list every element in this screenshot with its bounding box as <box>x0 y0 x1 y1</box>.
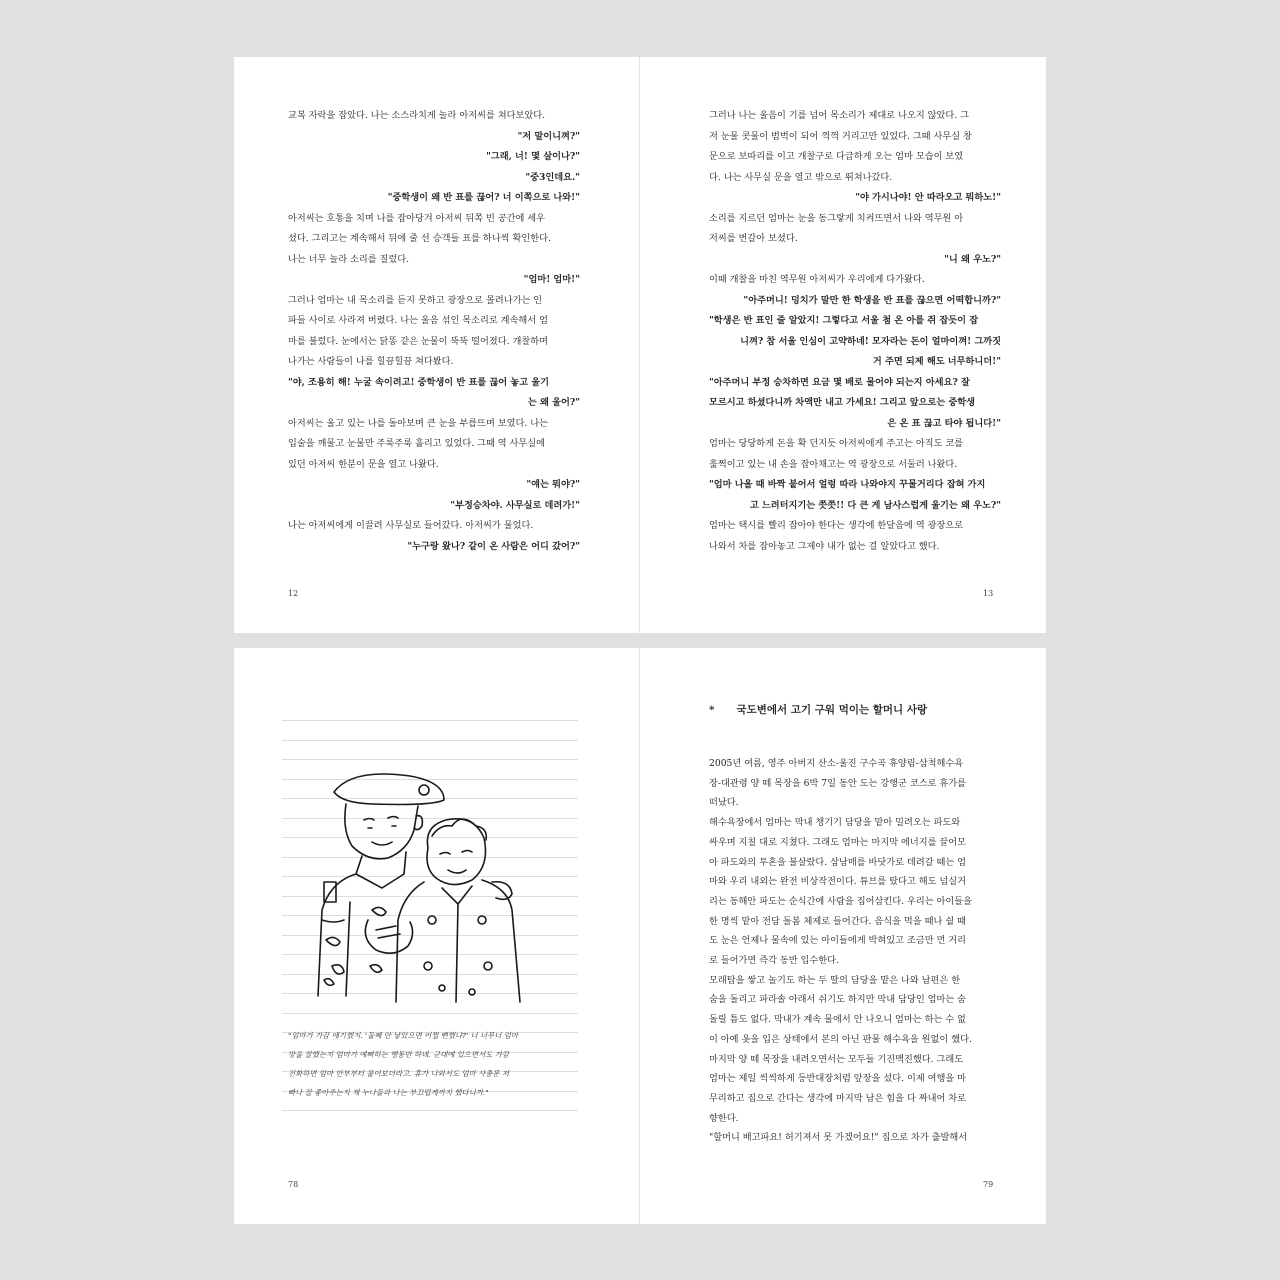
page-78 <box>234 648 639 1224</box>
text-line: 도 눈은 언제나 물속에 있는 아이들에게 박혀있고 조금만 먼 거리 <box>709 935 967 947</box>
heading-text: 국도변에서 고기 구워 먹이는 할머니 사랑 <box>736 704 928 716</box>
text-line: 2005년 여름, 영주 아버지 산소-울진 구수곡 휴양림-삼척해수욕 <box>709 758 964 769</box>
text-line: 소리를 지르던 엄마는 눈을 동그랗게 치켜뜨면서 나와 역무원 아 <box>709 212 964 224</box>
text-line: "저 말이니껴?" <box>517 130 580 142</box>
text-line: "중3인데요." <box>525 171 580 183</box>
text-line: "야 가시나야! 안 따라오고 뭐하노!" <box>855 192 1001 203</box>
text-line: "얘는 뭐야?" <box>526 479 580 490</box>
text-line: "엄마! 엄마!" <box>523 274 580 285</box>
page-number: 13 <box>983 589 994 598</box>
text-line: "중학생이 왜 반 표를 끊어? 너 이쪽으로 나와!" <box>387 192 580 203</box>
page-number: 79 <box>983 1180 994 1189</box>
text-line: 한 명씩 맡아 전담 돌봄 체제로 들어간다. 음식을 먹을 때나 쉴 때 <box>709 915 966 927</box>
text-line: 다. 나는 사무실 문을 열고 밖으로 뛰쳐나갔다. <box>709 171 893 183</box>
spread-pages-78-79 <box>234 648 1046 1224</box>
text-line: 떠났다. <box>709 797 739 809</box>
text-line: 있던 아저씨 한분이 문을 열고 나왔다. <box>288 458 439 470</box>
text-line: "할머니 배고파요! 허기져서 못 가겠어요!" 집으로 차가 출발해서 <box>709 1132 968 1144</box>
text-line: 저씨를 번갈아 보셨다. <box>709 233 798 244</box>
text-line: 저 눈물 콧물이 범벅이 되어 꺽꺽 거리고만 있었다. 그때 사무실 창 <box>709 130 972 142</box>
text-line: 나는 아저씨에게 이끌려 사무실로 들어갔다. 아저씨가 물었다. <box>288 520 534 531</box>
text-line: 나와서 차를 잡아놓고 그제야 내가 없는 걸 알았다고 했다. <box>709 540 940 552</box>
text-line: 아저씨는 호통을 치며 나를 잡아당겨 아저씨 뒤쪽 빈 공간에 세우 <box>288 212 546 224</box>
text-line: 아저씨는 울고 있는 나를 돌아보며 큰 눈을 부릅뜨며 보였다. 나는 <box>288 417 548 429</box>
text-line: 엄마는 당당하게 돈을 확 던지듯 아저씨에게 주고는 아직도 코를 <box>709 438 964 449</box>
text-line: 나가는 사람들이 나를 힐끔힐끔 쳐다봤다. <box>288 356 454 367</box>
text-line: "아주머니 부정 승차하면 요금 몇 배로 물어야 되는지 아세요? 잘 <box>709 376 970 388</box>
text-line: "니 왜 우노?" <box>944 253 1001 265</box>
text-line: "엄마 나올 때 바짝 붙어서 얼렁 따라 나와야지 꾸물거리다 잡혀 가지 <box>709 479 986 490</box>
text-line: 로 들어가면 즉각 동반 입수한다. <box>709 955 839 966</box>
page-number: 78 <box>288 1180 299 1189</box>
text-line: 장-대관령 양 떼 목장을 6박 7일 동안 도는 강행군 코스로 휴가를 <box>709 777 967 789</box>
text-line: 은 온 표 끊고 타야 됩니다!" <box>887 417 1001 429</box>
handwritten-caption <box>288 1026 584 1102</box>
page-13 <box>641 57 1046 633</box>
text-line: 파들 사이로 사라져 버렸다. 나는 울음 섞인 목소리로 계속해서 엄 <box>288 315 548 326</box>
text-line: 돌릴 틈도 없다. 막내가 계속 물에서 안 나오니 엄마는 하는 수 없 <box>709 1014 966 1026</box>
caption-line: 빠나 잘 좋아주는지 제 누나들과 나는 부끄럽게까지 했다니까." <box>288 1088 489 1097</box>
text-line: 마지막 양 떼 목장을 내려오면서는 모두들 기진맥진했다. 그래도 <box>709 1053 964 1065</box>
ruled-line <box>282 740 578 741</box>
text-line: "야, 조용히 해! 누굴 속이려고! 중학생이 반 표를 끊어 놓고 울기 <box>288 376 550 388</box>
text-line: 고 느려터지기는 쯧쯧!! 다 큰 게 남사스럽게 울기는 왜 우노?" <box>749 499 1001 511</box>
caption-line: 전화하면 엄마 안부부터 물어보더라고. 휴가 나와서도 엄마 사충문 저 <box>288 1069 510 1078</box>
text-line: 엄마는 제일 씩씩하게 등반대장처럼 앞장을 섰다. 이제 여행을 마 <box>709 1073 967 1085</box>
text-line: "그래, 너! 몇 살이나?" <box>486 151 580 162</box>
page-12 <box>234 57 639 633</box>
ruled-line <box>282 720 578 721</box>
text-line: 문으로 보따리를 이고 개찰구로 다급하게 오는 엄마 모습이 보였 <box>709 151 964 162</box>
gutter <box>639 648 640 1224</box>
text-line: 마와 우리 내외는 완전 비상작전이다. 튜브를 탔다고 해도 넘실거 <box>709 876 967 888</box>
text-line: "학생은 반 표인 줄 알았지! 그렇다고 서울 첨 온 아를 쥐 잡듯이 잡 <box>709 315 979 326</box>
section-heading <box>709 702 927 717</box>
text-line: 싸우며 지칠 대로 지쳤다. 그래도 엄마는 마지막 에너지를 끌어모 <box>709 836 967 848</box>
text-line: 마를 불렀다. 눈에서는 닭똥 같은 눈물이 뚝뚝 떨어졌다. 개찰하며 <box>288 335 548 347</box>
heading-bullet: * <box>709 704 715 716</box>
text-line: 향한다. <box>709 1112 739 1124</box>
text-line: 엄마는 택시를 빨리 잡아야 한다는 생각에 한달음에 역 광장으로 <box>709 520 964 531</box>
text-line: "아주머니! 덩치가 말만 한 학생을 반 표를 끊으면 어떡합니까?" <box>743 294 1001 306</box>
text-line: 이 아예 옷을 입은 상태에서 본의 아닌 판물 해수욕을 원없이 했다. <box>709 1033 972 1045</box>
text-line: 이때 개찰을 마친 역무원 아저씨가 우리에게 다가왔다. <box>709 274 925 285</box>
text-line: "누구랑 왔나? 같이 온 사람은 어디 갔어?" <box>407 540 580 552</box>
text-line: 모래탑을 쌓고 놀기도 하는 두 딸의 담당을 맡은 나와 남편은 한 <box>709 974 961 986</box>
ruled-line <box>282 759 578 760</box>
text-line: 훌쩍이고 있는 내 손을 잡아채고는 역 광장으로 서둘러 나왔다. <box>709 458 958 470</box>
caption-line: 방을 잘했는지 엄마가 예뻐하는 행동만 하네. 군대에 있으면서도 가끔 <box>288 1050 510 1059</box>
text-line: 그러나 엄마는 내 목소리를 듣지 못하고 광장으로 몰려나가는 인 <box>288 294 543 306</box>
text-line: 는 왜 울어?" <box>527 397 580 408</box>
text-line: 거 주면 되제 해도 너무하니더!" <box>872 356 1001 367</box>
page-number: 12 <box>288 589 299 598</box>
text-line: 그러나 나는 울음이 기를 넘어 목소리가 제대로 나오지 않았다. 그 <box>709 110 969 121</box>
text-line: 아 파도와의 투혼을 불살랐다. 삼남매를 바닷가로 데려갈 때는 엄 <box>709 856 967 868</box>
text-line: 나는 너무 놀라 소리를 질렀다. <box>288 253 410 265</box>
text-line: 리는 동해안 파도는 순식간에 사람을 집어삼킨다. 우리는 아이들을 <box>709 895 972 907</box>
text-line: 무리하고 집으로 간다는 생각에 마지막 남은 힘을 다 짜내어 차로 <box>709 1092 967 1104</box>
ruled-line <box>282 1110 578 1111</box>
gutter <box>639 57 640 633</box>
ruled-line <box>282 1013 578 1014</box>
text-line: 숨을 돌리고 파라솔 아래서 쉬기도 하지만 막내 담당인 엄마는 숨 <box>709 994 967 1006</box>
text-line: 모르시고 하셨다니까 차액만 내고 가세요! 그리고 앞으로는 중학생 <box>709 397 976 408</box>
caption-line: "엄마가 가끔 얘기했지. '둘째 안 낳았으면 어쩔 뻔했냐?' 너 너무너 엄마 <box>288 1031 518 1040</box>
spread-pages-12-13 <box>234 57 1046 633</box>
text-line: "부정승차야. 사무실로 데려가!" <box>450 499 580 511</box>
text-line: 니껴? 참 서울 인심이 고약하네! 모자라는 돈이 얼마이껴! 그까짓 <box>740 335 1001 347</box>
soldier-and-grandmother-illustration <box>312 770 552 1006</box>
text-line: 입술을 깨물고 눈물만 주룩주룩 흘리고 있었다. 그때 역 사무실에 <box>288 438 546 449</box>
page-79 <box>641 648 1046 1224</box>
text-line: 해수욕장에서 엄마는 막내 챙기기 담당을 맡아 밀려오는 파도와 <box>709 817 961 829</box>
text-line: 셨다. 그리고는 계속해서 뒤에 줄 선 승객들 표를 하나씩 확인한다. <box>288 233 551 244</box>
text-line: 교복 자락을 잡았다. 나는 소스라치게 놀라 아저씨를 쳐다보았다. <box>288 110 546 121</box>
